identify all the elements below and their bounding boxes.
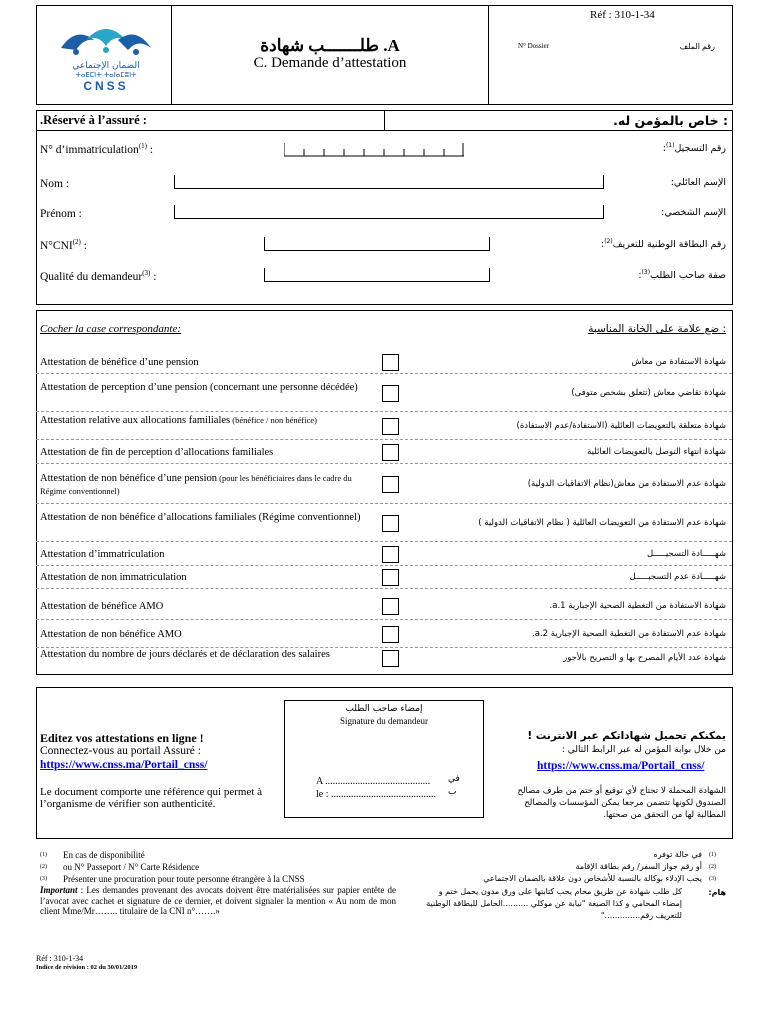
attestation-label-fr: Attestation de non immatriculation (40, 572, 187, 583)
prenom-input[interactable] (174, 205, 604, 219)
online-desc-ar: الشهادة المحملة لا تحتاج لأي توقيع أو ختم من طرف مصالح الصندوق لكونها تتضمن مرجعا يمكن المؤسسات والمصالح المطالبة لها من التحقق من صحتها. (517, 786, 726, 820)
field-label-ar: الإسم الشخصي: (661, 207, 726, 219)
portal-link-fr[interactable]: https://www.cnss.ma/Portail_cnss/ (40, 759, 208, 771)
footer-ref: Réf : 310-1-34 (36, 954, 84, 963)
row-separator (36, 541, 732, 542)
header-divider-left (171, 5, 172, 105)
title-arabic: طلـــــــب شهادة .A (260, 36, 400, 55)
dossier-label-ar: رقم الملف (679, 42, 715, 51)
field-label-fr: N°CNI$^{(2)}$ : (40, 238, 87, 252)
row-separator (36, 503, 732, 504)
section1-header-divider (384, 110, 385, 130)
nom-input[interactable] (174, 175, 604, 189)
note-2-num: (2) (40, 864, 47, 870)
attestation-label-ar: شهادة عدم الاستفادة من معاش(نظام الاتفاقيات الدولية) (527, 479, 726, 489)
note-3-num: (3) (40, 876, 47, 882)
row-separator (36, 373, 732, 374)
dossier-label-fr: N° Dossier (518, 42, 549, 50)
row-separator (36, 619, 732, 620)
attestation-label-ar: شهـــــادة التسجيـــــل (646, 549, 726, 559)
row-separator (36, 463, 732, 464)
cocher-label-ar: : ضع علامة على الخانة المناسبة (588, 323, 726, 335)
field-label-fr: Nom : (40, 177, 70, 190)
attestation-label-fr: Attestation de non bénéfice AMO (40, 629, 182, 640)
row-separator (36, 411, 732, 412)
attestation-label-fr: Attestation de bénéfice d’une pension (40, 357, 199, 368)
attestation-label-ar: شهادة تقاضي معاش (تتعلق بشخص متوفى) (571, 388, 726, 398)
cni-input[interactable] (264, 237, 490, 251)
note-1-num: (1) (40, 852, 47, 858)
cnss-logo (56, 18, 156, 93)
online-desc-fr: Le document comporte une référence qui permet à l’organisme de vérifier son authenticité. (40, 786, 263, 810)
attestation-label-ar: شهادة انتهاء التوصل بالتعويضات العائلية (587, 447, 726, 457)
attestation-label-ar: شهادة عدم الاستفادة من التغطية الصحية الإجبارية a.2. (532, 629, 726, 639)
cnss-logo-icon (56, 18, 156, 58)
field-label-fr: Qualité du demandeur$^{(3)}$ : (40, 269, 157, 283)
attestation-label-fr: Attestation de bénéfice AMO (40, 601, 164, 612)
section1-title-ar: : خاص بالمؤمن له. (613, 113, 728, 128)
signature-label-fr: Signature du demandeur (340, 716, 428, 726)
row-separator (36, 565, 732, 566)
signature-place-ar: في (448, 774, 460, 784)
attestation-label-ar: شهادة الاستفادة من معاش (631, 357, 726, 367)
note-2-ar-num: (2) (709, 864, 716, 870)
note-3-fr: Présenter une procuration pour toute personne étrangère à la CNSS (63, 874, 305, 884)
note-1-ar: في حالة توفره (653, 850, 702, 859)
attestation-label-ar: شهادة عدد الأيام المصرح بها و التصريح بالأجور (563, 653, 726, 663)
header-divider-right (488, 5, 489, 105)
attestation-label-fr: Attestation relative aux allocations familiales (bénéfice / non bénéfice) (40, 415, 317, 426)
attestation-label-fr: Attestation de non bénéfice d’une pension (pour les bénéficiaires dans le cadre du Régime conventionnel) (40, 473, 352, 496)
row-separator (36, 439, 732, 440)
attestation-label-fr: Attestation de fin de perception d’allocations familiales (40, 447, 274, 458)
qualite-input[interactable] (264, 268, 490, 282)
portal-link-ar[interactable]: https://www.cnss.ma/Portail_cnss/ (537, 760, 705, 772)
field-label-fr: Prénom : (40, 207, 82, 220)
attestation-label-ar: شهادة الاستفادة من التغطية الصحية الإجبارية a.1. (549, 601, 726, 611)
signature-date-fr[interactable]: le : .......................................... (316, 789, 436, 800)
attestation-label-ar: شهـــــادة عدم التسجيـــــل (629, 572, 726, 582)
note-3-ar-num: (3) (709, 876, 716, 882)
row-separator (36, 588, 732, 589)
logo-text: CNSS (83, 79, 129, 93)
reference-top: Réf : 310-1-34 (590, 9, 655, 21)
signature-place-fr[interactable]: A .......................................... (316, 776, 431, 787)
attestation-label-fr: Attestation d’immatriculation (40, 549, 165, 560)
field-label-ar: صفة صاحب الطلب$^{(3)}$: (638, 269, 726, 282)
online-connect-ar: من خلال بوابة المؤمن له عبر الرابط التالي : (561, 745, 726, 755)
note-3-ar: يجب الإدلاء بوكالة بالنسبة للأشخاص دون علاقة بالضمان الاجتماعي (483, 874, 702, 883)
important-note-ar: كل طلب شهادة عن طريق محام يجب كتابتها على ورق مدون يحمل ختم و إمضاء المحامي و كذا الصيغة "نيابة عن موكلي ..........الحامل للبطاقة الوطنية للتعريف رقم.............." (426, 887, 682, 920)
important-note-fr (40, 885, 396, 917)
section1-title-fr: .Réservé à l’assuré : (40, 113, 147, 127)
immatriculation-input[interactable] (284, 143, 464, 157)
section1-header-line (36, 130, 733, 131)
signature-label-ar: إمضاء صاحب الطلب (345, 704, 423, 714)
attestation-label-ar: شهادة متعلقة بالتعويضات العائلية (الاستفادة/عدم الاستفادة) (516, 421, 726, 431)
note-2-fr: ou N° Passeport / N° Carte Résidence (63, 862, 200, 872)
attestation-label-fr: Attestation du nombre de jours déclarés et de déclaration des salaires (40, 649, 330, 660)
note-2-ar: أو رقم جواز السفر/ رقم بطاقة الإقامة (575, 862, 702, 871)
important-text: : Les demandes provenant des avocats doivent être matérialisées sur papier entête de l’avocat avec cachet et signature de ce dernier, et doivent signaler la mention « Au nom de mon client Mme/Mr…….. titulaire de la CNI n°…….» (40, 885, 396, 916)
important-label-ar: هام: (708, 888, 726, 897)
signature-date-ar: ب (448, 787, 457, 797)
field-label-ar: رقم التسجيل$^{(1)}$: (662, 142, 726, 155)
field-label-fr: N° d’immatriculation$^{(1)}$ : (40, 142, 154, 156)
note-1-ar-num: (1) (709, 852, 716, 858)
online-title-ar: بمكنكم تحميل شهاداتكم عبر الانترنت ! (527, 730, 726, 742)
logo-arabic: الضمان الإجتماعي (72, 61, 140, 71)
cocher-label-fr: Cocher la case correspondante: (40, 323, 182, 335)
logo-tifinagh: ⵜⴰⴹⵎⵏⵜ ⵜⴰⵏⴰⵎⵓⵏⵜ (75, 71, 137, 79)
footer-revision: Indice de révision : 02 du 30/01/2019 (36, 964, 138, 971)
attestation-label-fr: Attestation de perception d’une pension (concernant une personne décédée) (40, 382, 358, 393)
attestation-label-ar: شهادة عدم الاستفادة من التعويضات العائلية ( نظام الاتفاقيات الدولية ) (478, 518, 726, 528)
field-label-ar: رقم البطاقة الوطنية للتعريف$^{(2)}$: (601, 238, 726, 251)
important-label: Important (40, 885, 78, 895)
online-title-fr: Editez vos attestations en ligne ! (40, 731, 204, 745)
field-label-ar: الإسم العائلي: (670, 177, 726, 189)
attestation-label-fr: Attestation de non bénéfice d’allocations familiales (Régime conventionnel) (40, 512, 361, 523)
note-1-fr: En cas de disponibilité (63, 850, 145, 860)
title-french: C. Demande d’attestation (253, 55, 407, 71)
online-connect-fr: Connectez-vous au portail Assuré : (40, 745, 201, 757)
